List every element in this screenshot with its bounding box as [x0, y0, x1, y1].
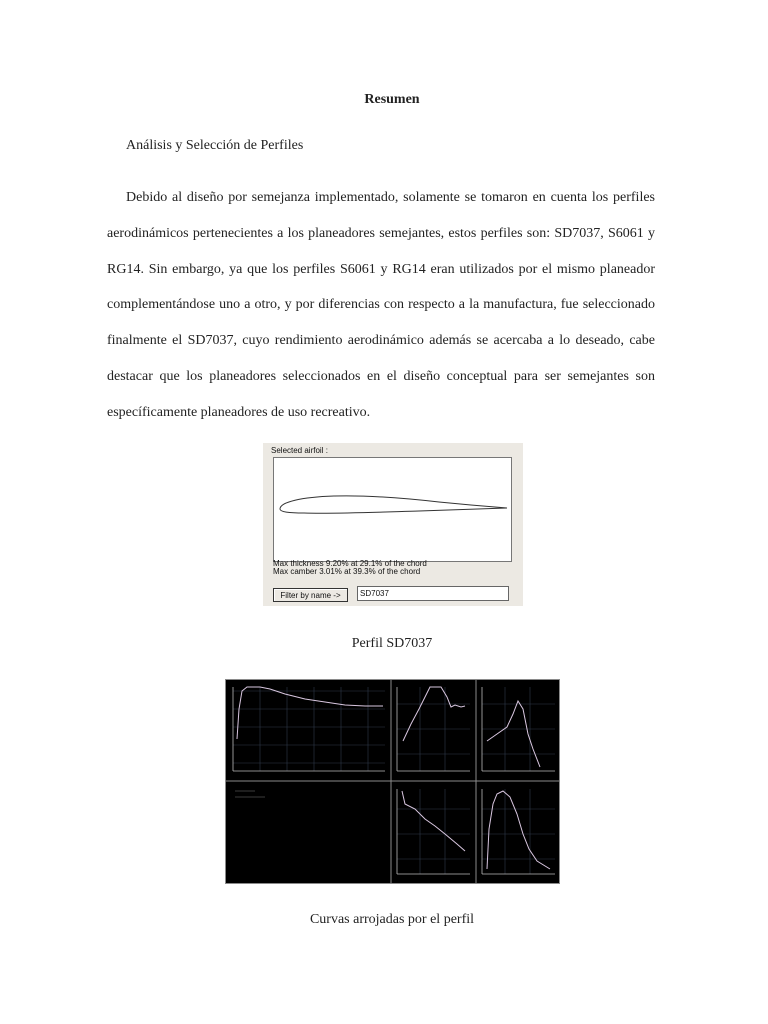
filter-by-name-button[interactable]: Filter by name ->: [273, 588, 348, 602]
paragraph-text: Debido al diseño por semejanza implementado, solamente se tomaron en cuenta los perfiles aerodinámicos pertenecientes a los planeadores semejantes, estos perfiles son: SD7037, S6061 y RG14. Sin embargo, ya que los perfiles S6061 y RG14 eran utilizados por el mismo planeador complementándose uno a otro, y por diferencias con respecto a la manufactura, fue seleccionado finalmente el SD7037, cuyo rendimiento aerodinámico además se acercaba a lo deseado, cabe destacar que los planeadores seleccionados en el diseño conceptual para ser semejantes son específicamente planeadores de uso recreativo.: [107, 190, 655, 420]
airfoil-selector-panel: [263, 443, 523, 606]
curves-caption: Curvas arrojadas por el perfil: [309, 912, 475, 927]
selected-airfoil-label: Selected airfoil :: [271, 446, 328, 455]
polar-curves-panel: [225, 679, 560, 884]
max-thickness-text: Max thickness 9.20% at 29.1% of the chord: [273, 559, 427, 568]
body-paragraph: [107, 180, 655, 431]
max-camber-text: Max camber 3.01% at 39.3% of the chord: [273, 567, 421, 576]
airfoil-preview: [273, 457, 512, 562]
airfoil-shape: [274, 458, 511, 561]
polar-curves-graphic: [225, 679, 560, 884]
section-subtitle: Análisis y Selección de Perfiles: [126, 138, 304, 153]
page-title: Resumen: [364, 92, 420, 107]
airfoil-name-input[interactable]: [357, 586, 509, 601]
airfoil-caption: Perfil SD7037: [351, 636, 433, 651]
